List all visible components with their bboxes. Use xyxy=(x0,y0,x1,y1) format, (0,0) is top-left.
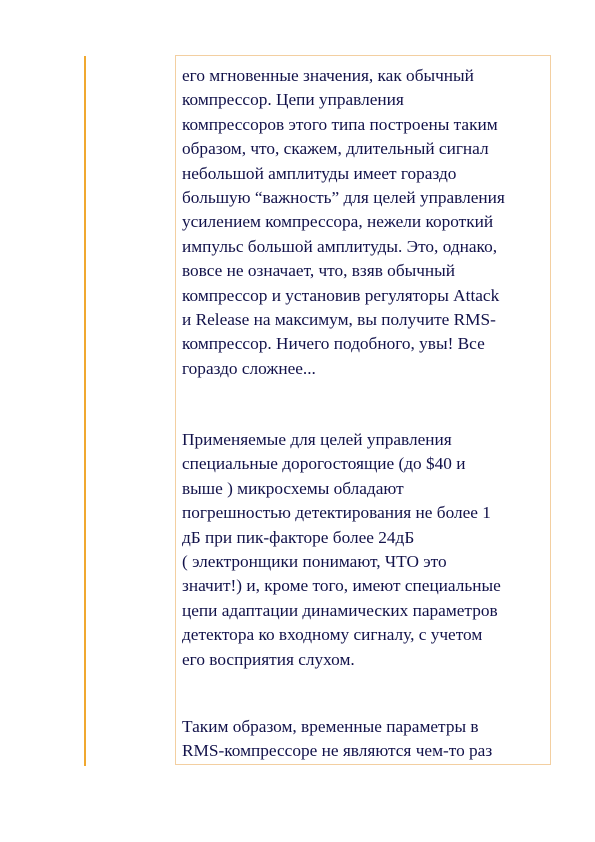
paragraph-1: его мгновенные значения, как обычный компрессор. Цепи управления компрессоров этого типа построены таким образом, что, скажем, длительный сигнал небольшой амплитуды имеет гораздо большую “важность” для целей управления усилением компрессора, нежели короткий импульс большой амплитуды. Это, однако, вовсе не означает, что, взяв обычный компрессор и установив регуляторы Attack и Release на максимум, вы получите RMS- компрессор. Ничего подобного, увы! Все гораздо сложнее... xyxy=(182,66,505,378)
text-frame xyxy=(175,55,551,765)
paragraph-3: Таким образом, временные параметры в RMS-компрессоре не являются чем-то раз xyxy=(182,717,493,761)
left-margin-rule xyxy=(84,56,86,766)
paragraph-2: Применяемые для целей управления специальные дорогостоящие (до $40 и выше ) микросхемы обладают погрешностью детектирования не более 1 дБ при пик-факторе более 24дБ ( электронщики понимают, ЧТО это значит!) и, кроме того, имеют специальные цепи адаптации динамических параметров детектора ко входному сигналу, с учетом его восприятия слухом. xyxy=(182,430,501,669)
